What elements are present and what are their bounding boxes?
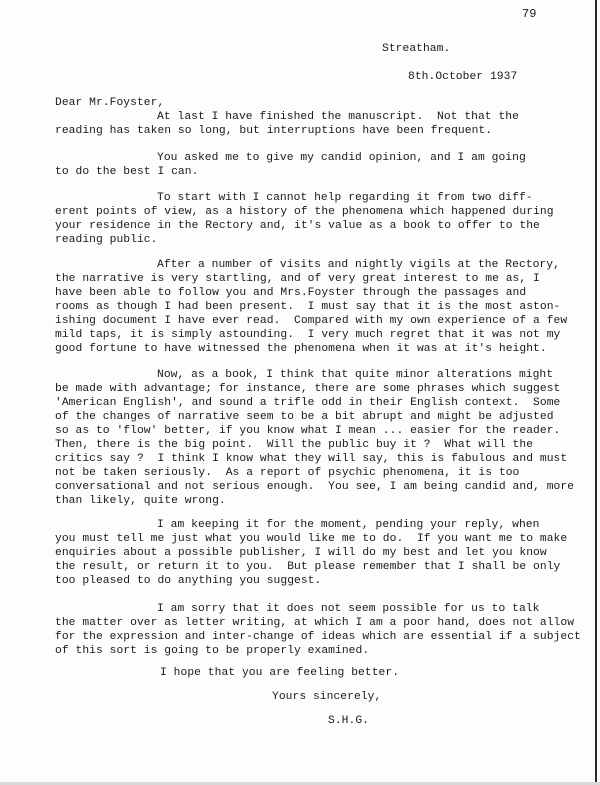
body-line: erent points of view, as a history of the phenomena which happened during xyxy=(55,206,554,218)
body-line: of the changes of narrative seem to be a bit abrupt and might be adjusted xyxy=(55,411,554,423)
body-line: of this sort is going to be properly examined. xyxy=(55,645,370,657)
body-line: reading has taken so long, but interruptions have been frequent. xyxy=(55,125,493,137)
letter-date: 8th.October 1937 xyxy=(408,71,518,83)
body-line: good fortune to have witnessed the phenomena when it was at it's height. xyxy=(55,343,547,355)
body-line: To start with I cannot help regarding it from two diff- xyxy=(157,192,533,204)
body-line: enquiries about a possible publisher, I will do my best and let you know xyxy=(55,547,547,559)
body-line: the narrative is very startling, and of very great interest to me as, I xyxy=(55,273,540,285)
body-line: conversational and not serious enough. You see, I am being candid and, more xyxy=(55,481,575,493)
body-line: have been able to follow you and Mrs.Foyster through the passages and xyxy=(55,287,527,299)
body-line: you must tell me just what you would like me to do. If you want me to make xyxy=(55,533,568,545)
body-line: mild taps, it is simply astounding. I very much regret that it was not my xyxy=(55,329,561,341)
valediction: Yours sincerely, xyxy=(272,691,382,703)
body-line: for the expression and inter-change of ideas which are essential if a subject xyxy=(55,631,581,643)
body-line: rooms as though I had been present. I must say that it is the most aston- xyxy=(55,301,561,313)
signature-initials: S.H.G. xyxy=(328,715,369,727)
closing-wish: I hope that you are feeling better. xyxy=(160,667,400,679)
body-line: not be taken seriously. As a report of psychic phenomena, it is too xyxy=(55,467,520,479)
page-number: 79 xyxy=(522,7,537,21)
salutation: Dear Mr.Foyster, xyxy=(55,97,165,109)
body-line: be made with advantage; for instance, there are some phrases which suggest xyxy=(55,383,561,395)
body-line: I am keeping it for the moment, pending your reply, when xyxy=(157,519,540,531)
letter-place: Streatham. xyxy=(382,43,451,55)
page-edge-right xyxy=(595,0,597,785)
body-line: critics say ? I think I know what they will say, this is fabulous and must xyxy=(55,453,568,465)
body-line: ishing document I have ever read. Compared with my own experience of a few xyxy=(55,315,568,327)
body-line: At last I have finished the manuscript. Not that the xyxy=(157,111,519,123)
body-line: Then, there is the big point. Will the public buy it ? What will the xyxy=(55,439,534,451)
body-line: reading public. xyxy=(55,234,158,246)
body-line: Now, as a book, I think that quite minor alterations might xyxy=(157,369,554,381)
body-line: 'American English', and sound a trifle odd in their English context. Some xyxy=(55,397,561,409)
body-line: the matter over as letter writing, at which I am a poor hand, does not allow xyxy=(55,617,575,629)
body-line: than likely, quite wrong. xyxy=(55,495,226,507)
body-line: so as to 'flow' better, if you know what I mean ... easier for the reader. xyxy=(55,425,561,437)
body-line: I am sorry that it does not seem possible for us to talk xyxy=(157,603,540,615)
body-line: You asked me to give my candid opinion, and I am going xyxy=(157,152,526,164)
body-line: too pleased to do anything you suggest. xyxy=(55,575,322,587)
body-line: the result, or return it to you. But please remember that I shall be only xyxy=(55,561,561,573)
body-line: After a number of visits and nightly vigils at the Rectory, xyxy=(157,259,560,271)
body-line: your residence in the Rectory and, it's value as a book to offer to the xyxy=(55,220,540,232)
body-line: to do the best I can. xyxy=(55,166,199,178)
